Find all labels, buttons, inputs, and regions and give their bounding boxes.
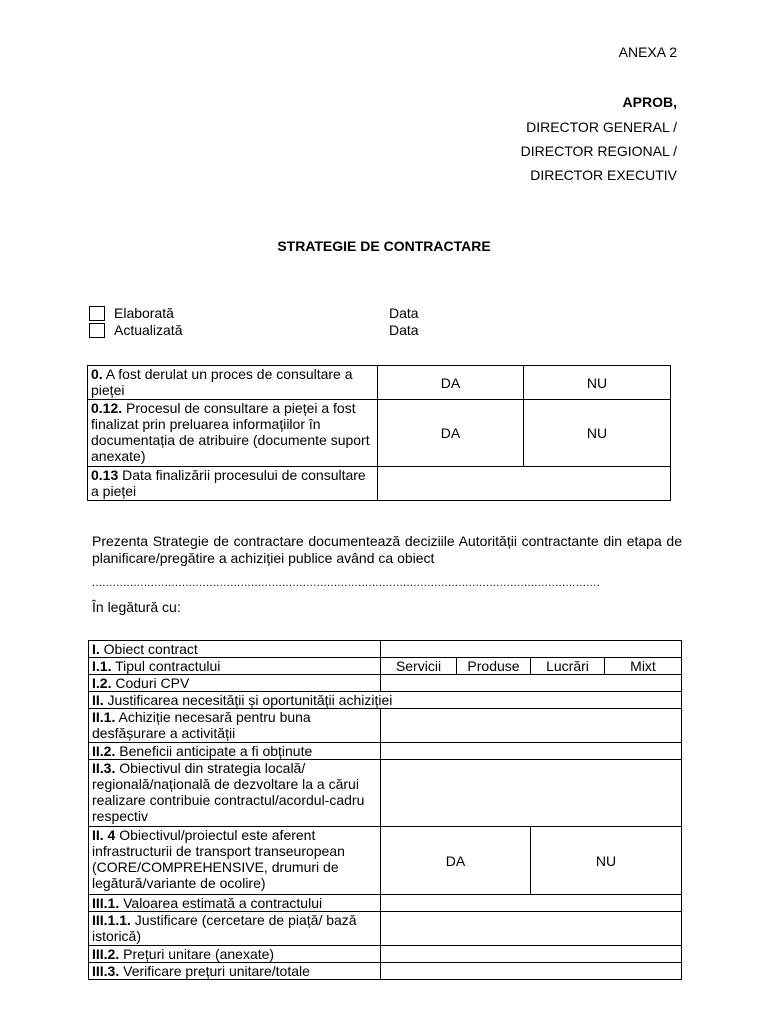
unit-prices-field[interactable] — [381, 946, 682, 963]
anticipated-benefits-field[interactable] — [381, 743, 682, 760]
strategy-objective-cell — [89, 760, 381, 827]
table-row — [89, 946, 682, 963]
cpv-codes-cell — [89, 675, 381, 692]
option-servicii[interactable]: Servicii — [381, 658, 457, 675]
table-row — [89, 743, 682, 760]
director-executiv-label: DIRECTOR EXECUTIV — [530, 167, 677, 183]
strategy-objective-field[interactable] — [381, 760, 682, 827]
object-contract-cell — [89, 641, 381, 658]
director-general-label: DIRECTOR GENERAL / — [526, 119, 677, 135]
consultation-table — [87, 365, 671, 501]
consultation-date-field[interactable] — [378, 467, 671, 501]
value-justification-field[interactable] — [381, 912, 682, 946]
intro-paragraph: Prezenta Strategie de contractare documentează deciziile Autorității contractante din etapa de planificare/pregătire a achiziției publice având ca obiect — [92, 533, 682, 566]
da-option[interactable]: DA — [378, 366, 524, 400]
table-row — [89, 895, 682, 912]
option-lucrari[interactable]: Lucrări — [531, 658, 605, 675]
row-number: II. — [92, 692, 104, 708]
option-produse[interactable]: Produse — [457, 658, 531, 675]
consultation-question-cell — [88, 366, 378, 400]
row-text: Procesul de consultare a pieței a fost finalizat prin preluarea informațiilor în documentația de atribuire (documente suport anexate) — [91, 400, 370, 464]
consultation-date-cell — [88, 467, 378, 501]
unit-prices-cell — [89, 946, 381, 963]
row-text: Justificare (cercetare de piață/ bază istorică) — [92, 912, 357, 944]
table-row — [89, 675, 682, 692]
table-row — [89, 692, 682, 709]
row-number: I.2. — [92, 675, 112, 691]
consultation-finalized-cell — [88, 400, 378, 467]
row-number: I.1. — [92, 658, 112, 674]
document-title: STRATEGIE DE CONTRACTARE — [277, 238, 491, 254]
option-mixt[interactable]: Mixt — [605, 658, 682, 675]
row-text: A fost derulat un proces de consultare a pieței — [91, 366, 353, 398]
row-number: I. — [92, 641, 100, 657]
object-dotted-line[interactable]: ................................................................................................................................................... — [92, 577, 601, 589]
row-text: Achiziție necesară pentru buna desfășurare a activității — [92, 709, 311, 741]
row-number: 0.12. — [91, 400, 123, 416]
da-option[interactable]: DA — [381, 827, 531, 895]
table-row — [89, 827, 682, 895]
actualizata-label: Actualizată — [114, 322, 183, 338]
row-number: III.1.1. — [92, 912, 131, 928]
table-row — [89, 641, 682, 658]
table-row — [88, 400, 671, 467]
strategy-table — [88, 640, 682, 980]
row-text: Prețuri unitare (anexate) — [119, 946, 275, 962]
table-row — [88, 467, 671, 501]
table-row — [89, 760, 682, 827]
row-number: II.1. — [92, 709, 116, 725]
row-text: Data finalizării procesului de consultare a pieței — [91, 467, 366, 499]
row-text: Obiectivul din strategia locală/ regională/națională de dezvoltare la a cărui realizare contribuie contractul/acordul-cadru respectiv — [92, 760, 365, 824]
transport-infrastructure-cell — [89, 827, 381, 895]
value-justification-cell — [89, 912, 381, 946]
director-regional-label: DIRECTOR REGIONAL / — [520, 143, 677, 159]
row-text: Coduri CPV — [111, 675, 190, 691]
annex-label: ANEXA 2 — [618, 44, 677, 60]
row-text: Beneficii anticipate a fi obținute — [115, 743, 313, 759]
row-number: II.3. — [92, 760, 116, 776]
elaborata-checkbox[interactable] — [89, 306, 105, 321]
approve-label: APROB, — [622, 94, 677, 110]
estimated-value-field[interactable] — [381, 895, 682, 912]
table-row — [89, 658, 682, 675]
related-label: În legătură cu: — [92, 599, 181, 615]
data-label-1: Data — [389, 305, 419, 321]
row-text: Tipul contractului — [111, 658, 221, 674]
row-text: Justificarea necesității și oportunității achiziției — [103, 692, 393, 708]
row-text: Obiect contract — [99, 641, 198, 657]
row-number: II.2. — [92, 743, 116, 759]
row-text: Obiectivul/proiectul este aferent infrastructurii de transport transeuropean (CORE/COMPREHENSIVE, drumuri de legătură/variante de ocolire) — [92, 827, 345, 891]
nu-option[interactable]: NU — [531, 827, 682, 895]
row-number: 0.13 — [91, 467, 119, 483]
contract-type-cell — [89, 658, 381, 675]
row-number: III.1. — [92, 895, 120, 911]
cpv-codes-field[interactable] — [381, 675, 682, 692]
necessary-acquisition-cell — [89, 709, 381, 743]
data-label-2: Data — [389, 322, 419, 338]
row-text: Verificare prețuri unitare/totale — [119, 963, 310, 979]
nu-option[interactable]: NU — [524, 366, 671, 400]
object-contract-field[interactable] — [381, 641, 682, 658]
row-number: III.2. — [92, 946, 120, 962]
table-row — [89, 709, 682, 743]
row-number: II. 4 — [92, 827, 116, 843]
actualizata-checkbox[interactable] — [89, 323, 105, 338]
table-row — [89, 912, 682, 946]
price-verification-field[interactable] — [381, 963, 682, 980]
table-row — [89, 963, 682, 980]
justification-heading-cell — [89, 692, 682, 709]
anticipated-benefits-cell — [89, 743, 381, 760]
row-number: III.3. — [92, 963, 120, 979]
necessary-acquisition-field[interactable] — [381, 709, 682, 743]
da-option[interactable]: DA — [378, 400, 524, 467]
row-number: 0. — [91, 366, 103, 382]
row-text: Valoarea estimată a contractului — [119, 895, 323, 911]
table-row — [88, 366, 671, 400]
elaborata-label: Elaborată — [114, 305, 174, 321]
estimated-value-cell — [89, 895, 381, 912]
nu-option[interactable]: NU — [524, 400, 671, 467]
price-verification-cell — [89, 963, 381, 980]
